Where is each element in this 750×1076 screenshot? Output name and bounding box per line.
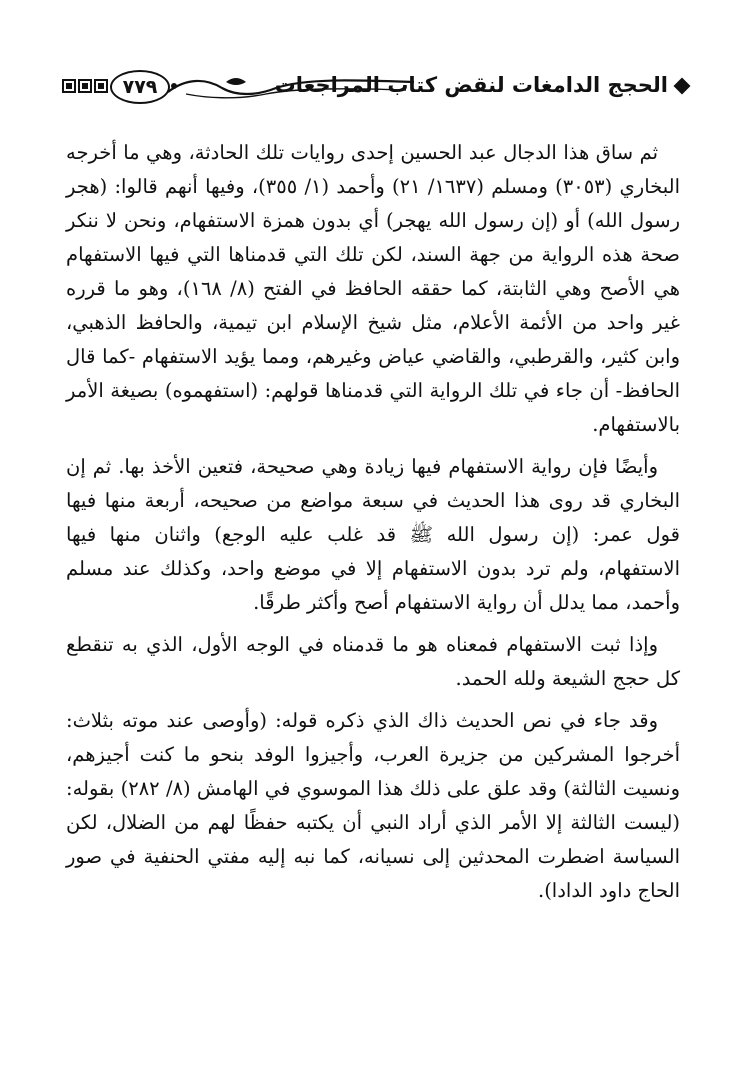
paragraph: ثم ساق هذا الدجال عبد الحسين إحدى روايات تلك الحادثة، وهي ما أخرجه البخاري (٣٠٥٣) ومسلم (١٦٣٧/ ٢١) وأحمد (١/ ٣٥٥)، وفيها أنهم قالوا: (هجر رسول الله) أو (إن رسول الله يهجر) أي بدون همزة الاستفهام، ونحن لا ننكر صحة هذه الرواية من جهة السند، لكن تلك التي قدمناها التي فيها الاستفهام هي الأصح وهي الثابتة، كما حققه الحافظ في الفتح (٨/ ١٦٨)، وهو ما قرره غير واحد من الأئمة الأعلام، مثل شيخ الإسلام ابن تيمية، والحافظ الذهبي، وابن كثير، والقرطبي، والقاضي عياض وغيرهم، ومما يؤيد الاستفهام -كما قال الحافظ- أن جاء في تلك الرواية التي قدمناها قولهم: (استفهموه) بصيغة الأمر بالاستفهام. [66, 141, 680, 436]
page-number: ٧٧٩ [110, 70, 170, 104]
paragraph: وقد جاء في نص الحديث ذاك الذي ذكره قوله: (وأوصى عند موته بثلاث: أخرجوا المشركين من جزيرة العرب، وأجيزوا الوفد بنحو ما كنت أجيزهم، ونسيت الثالثة) وقد علق على ذلك هذا الموسوي في الهامش (٨/ ٢٨٢) بقوله: (ليست الثالثة إلا الأمر الذي أراد النبي أن يكتبه حفظًا لهم من الضلال، لكن السياسة اضطرت المحدثين إلى نسيانه، كما نبه إليه مفتي الحنفية في صور الحاج داود الدادا). [66, 709, 681, 902]
diamond-icon [674, 78, 691, 95]
ornament-left-icon [62, 76, 108, 96]
running-header [62, 68, 688, 104]
paragraph: وإذا ثبت الاستفهام فمعناه هو ما قدمناه في الوجه الأول، الذي به تنقطع كل حجج الشيعة ولله الحمد. [66, 633, 680, 690]
paragraph: وأيضًا فإن رواية الاستفهام فيها زيادة وهي صحيحة، فتعين الأخذ بها. ثم إن البخاري قد روى هذا الحديث في سبعة مواضع من صحيحه، أربعة منها فيها قول عمر: (إن رسول الله ﷺ قد غلب عليه الوجع) واثنان منها فيها الاستفهام، ولم ترد بدون الاستفهام إلا في موضع واحد، وكذلك عند مسلم وأحمد، مما يدلل أن رواية الاستفهام أصح وأكثر طرقًا. [66, 455, 680, 614]
book-title: الحجج الدامغات لنقض كتاب المراجعات [274, 73, 668, 97]
page-body [66, 136, 680, 908]
